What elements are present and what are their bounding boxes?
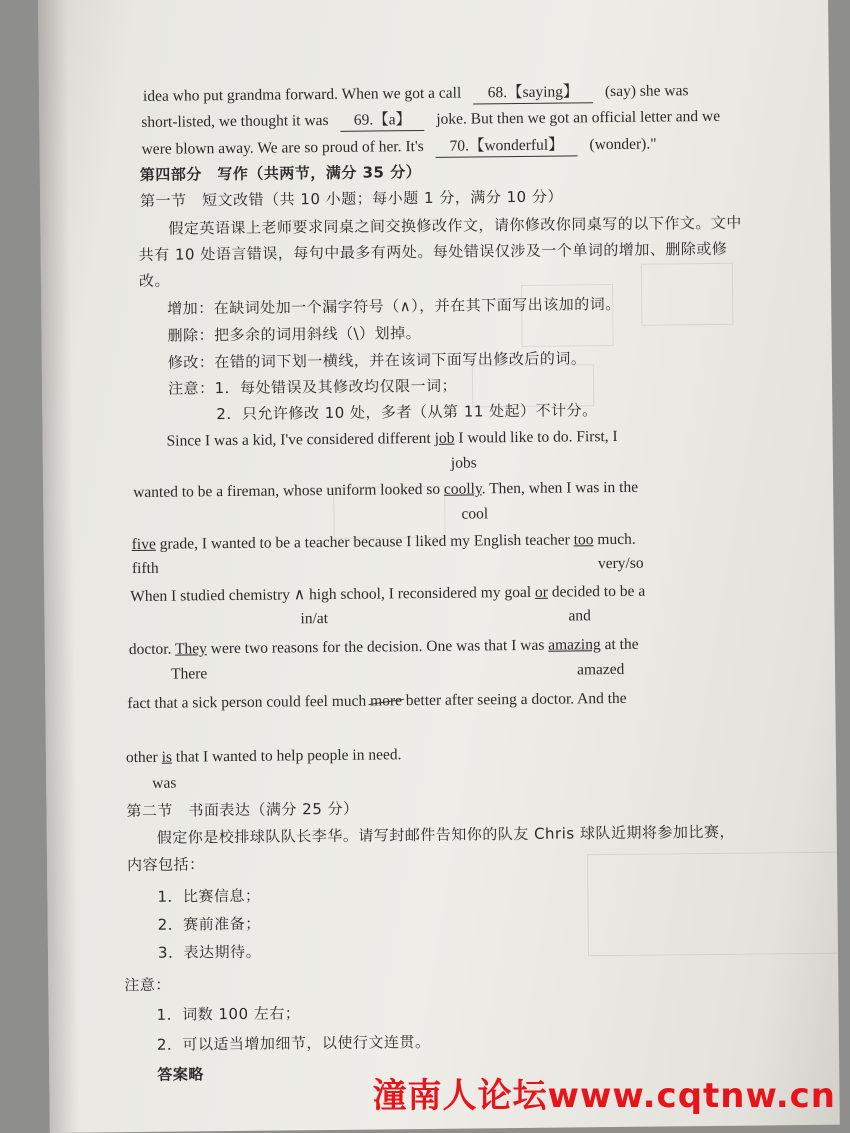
error-word: too bbox=[573, 531, 594, 549]
cloze-line-1 bbox=[143, 81, 689, 108]
answer-blank-68: 68.【saying】 bbox=[473, 82, 593, 104]
text: at the bbox=[600, 635, 639, 654]
correction: jobs bbox=[450, 454, 477, 472]
text: were two reasons for the decision. One was that I was bbox=[206, 636, 549, 658]
answer-omitted: 答案略 bbox=[157, 1065, 204, 1084]
correction: in/at bbox=[300, 609, 329, 628]
text: wanted to be a fireman, whose uniform looked so bbox=[133, 480, 445, 502]
rule-delete: 删除：把多余的词用斜线（\）划掉。 bbox=[167, 324, 422, 345]
correction: fifth bbox=[131, 559, 159, 578]
text: other bbox=[125, 748, 162, 767]
text: When I studied chemistry ∧ high school, I reconsidered my goal bbox=[130, 583, 536, 606]
text: grade, I wanted to be a teacher because I liked my English teacher bbox=[155, 531, 574, 553]
text: (wonder)." bbox=[589, 135, 657, 154]
rule-note-1: 注意：1．每处错误及其修改均仅限一词； bbox=[167, 376, 458, 398]
note-line: 2．可以适当增加细节，以使行文连贯。 bbox=[156, 1032, 431, 1054]
rule-add: 增加：在缺词处加一个漏字符号（∧），并在其下面写出该加的词。 bbox=[167, 294, 621, 318]
text: short-listed, we thought it was bbox=[141, 111, 329, 131]
task-point: 3．表达期待。 bbox=[157, 942, 262, 962]
text: Since I was a kid, I've considered different bbox=[166, 429, 435, 450]
cloze-line-2 bbox=[141, 107, 720, 134]
error-word: is bbox=[161, 748, 173, 766]
error-word: They bbox=[174, 640, 207, 658]
task-line: 假定你是校排球队队长李华。请写封邮件告知你的队友 Chris 球队近期将参加比赛， bbox=[156, 822, 736, 847]
bleed-through-box bbox=[587, 852, 840, 957]
text: . Then, when I was in the bbox=[481, 478, 639, 498]
error-word: amazing bbox=[548, 636, 601, 654]
correction: There bbox=[170, 665, 208, 683]
note-line: 1．词数 100 左右； bbox=[156, 1004, 301, 1024]
text: better after seeing a doctor. And the bbox=[401, 689, 627, 710]
error-word: or bbox=[534, 583, 549, 601]
note-label: 注意： bbox=[124, 975, 171, 995]
task-point: 2．赛前准备； bbox=[157, 914, 261, 934]
task-point: 1．比赛信息； bbox=[157, 886, 261, 906]
part4-title: 第四部分 写作（共两节，满分 35 分） bbox=[139, 162, 422, 184]
correction: cool bbox=[461, 505, 489, 523]
passage-line-5 bbox=[129, 635, 639, 660]
correction: and bbox=[568, 607, 591, 625]
text: (say) she was bbox=[604, 82, 689, 101]
section2-title: 第二节 书面表达（满分 25 分） bbox=[126, 799, 359, 821]
instruction-line: 共有 10 处语言错误，每句中最多有两处。每处错误仅涉及一个单词的增加、删除或修 bbox=[138, 239, 728, 264]
answer-blank-69: 69.【a】 bbox=[340, 110, 424, 132]
text: doctor. bbox=[128, 640, 176, 659]
instruction-line: 假定英语课上老师要求同桌之间交换修改作文，请你修改你同桌写的以下作文。文中 bbox=[168, 213, 742, 238]
passage-line-1 bbox=[167, 427, 618, 452]
page-binding-shadow bbox=[38, 0, 80, 1133]
passage-line-2 bbox=[133, 478, 638, 503]
error-word: five bbox=[131, 535, 156, 554]
exam-page bbox=[38, 0, 840, 1133]
error-word: coolly bbox=[443, 480, 482, 498]
text: that I wanted to help people in need. bbox=[171, 746, 402, 766]
correction: was bbox=[152, 774, 177, 792]
cloze-line-3 bbox=[141, 135, 656, 161]
text: fact that a sick person could feel much bbox=[127, 692, 371, 713]
rule-modify: 修改：在错的词下划一横线，并在该词下面写出修改后的词。 bbox=[167, 349, 587, 372]
passage-line-4 bbox=[130, 582, 645, 607]
site-watermark: 潼南人论坛www.cqtnw.cn bbox=[372, 1076, 836, 1116]
deleted-word: more bbox=[370, 692, 403, 710]
section1-title: 第一节 短文改错（共 10 小题；每小题 1 分，满分 10 分） bbox=[140, 187, 564, 210]
correction: very/so bbox=[597, 554, 644, 573]
passage-line-6 bbox=[127, 689, 626, 714]
text: joke. But then we got an official letter and we bbox=[436, 107, 721, 128]
bleed-through-box bbox=[641, 263, 734, 326]
text: much. bbox=[593, 530, 636, 549]
instruction-line: 改。 bbox=[138, 271, 171, 290]
error-word: job bbox=[434, 429, 455, 447]
passage-line-3 bbox=[132, 530, 636, 555]
text: I would like to do. First, I bbox=[454, 427, 618, 447]
answer-blank-70: 70.【wonderful】 bbox=[436, 135, 578, 157]
text: idea who put grandma forward. When we got a call bbox=[142, 84, 462, 105]
text: were blown away. We are so proud of her. It's bbox=[141, 137, 424, 158]
passage-line-7 bbox=[126, 745, 402, 768]
rule-note-2: 2．只允许修改 10 处，多者（从第 11 处起）不计分。 bbox=[216, 401, 598, 424]
correction: amazed bbox=[576, 660, 625, 679]
text: decided to be a bbox=[547, 582, 646, 601]
task-line: 内容包括： bbox=[126, 855, 205, 875]
